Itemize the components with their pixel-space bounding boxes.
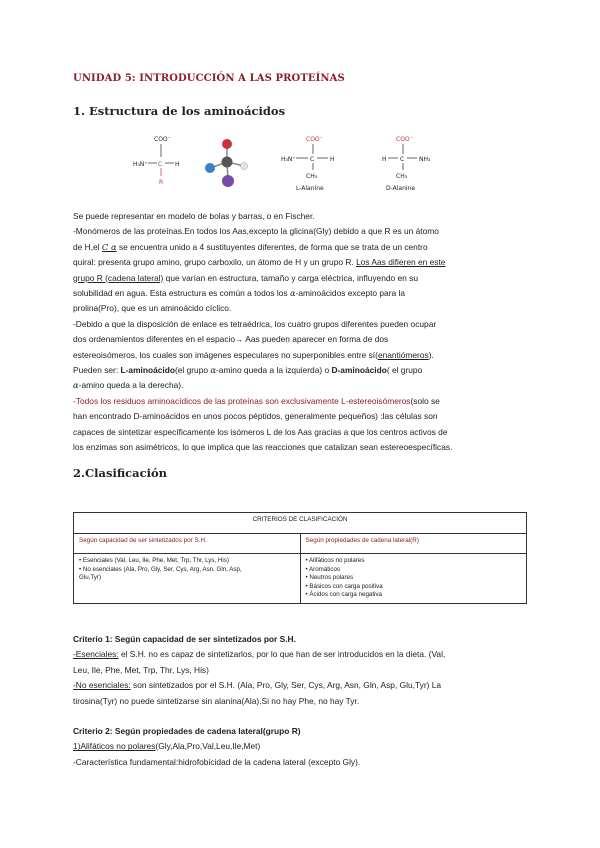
criterio-1-heading: Criterio 1: Según capacidad de ser sintetizados por S.H. bbox=[73, 634, 296, 644]
criterio-2-block bbox=[73, 724, 533, 770]
carboxyl-label: COO⁻ bbox=[154, 136, 171, 143]
paragraph: dos ordenamientos diferentes en el espacio→ Aas pueden aparecer en forma de dos bbox=[73, 334, 389, 345]
d-alanine-structure bbox=[382, 136, 431, 192]
l-alanine-carbon: C bbox=[310, 156, 315, 163]
l-alanine-label: L-Alanine bbox=[296, 185, 324, 192]
alpha-carbon-label: C bbox=[158, 161, 163, 168]
list-item: • Aromáticos bbox=[305, 565, 340, 573]
d-alanine-amino: NH₃ bbox=[419, 156, 431, 163]
list-item: • No esenciales (Ala, Pro, Gly, Ser, Cys, Arg, Asn, Gln, Asp, bbox=[79, 565, 242, 573]
paragraph: tirosina(Tyr) no puede sintetizarse sin alanina(Ala).Si no hay Phe, no hay Tyr. bbox=[73, 695, 360, 706]
table-col2-cell bbox=[300, 554, 527, 604]
paragraph: -Debido a que la disposición de enlace es tetraédrica, los cuatro grupos diferentes pueden ocupar bbox=[73, 318, 437, 329]
section-1-body bbox=[73, 209, 533, 456]
table-col1-header: Según capacidad de ser sintetizados por S.H. bbox=[74, 534, 301, 554]
d-alanine-carbon: C bbox=[400, 156, 405, 163]
l-alanine-carboxyl: COO⁻ bbox=[306, 136, 323, 143]
paragraph: estereoisómeros, los cuales son imágenes especulares no superponibles entre sí(enantiómeros). bbox=[73, 349, 434, 360]
paragraph: -Monómeros de las proteínas.En todos los Aas,excepto la glicina(Gly) debido a que R es un átomo bbox=[73, 226, 439, 237]
l-alanine-structure bbox=[281, 136, 335, 192]
amino-acid-figure bbox=[120, 132, 440, 194]
criterio-1-block bbox=[73, 632, 533, 709]
paragraph: de H,el C α se encuentra unido a 4 sustituyentes diferentes, de forma que se trata de un centro bbox=[73, 241, 428, 252]
paragraph: -No esenciales: son sintetizados por el S.H. (Ala, Pro, Gly, Ser, Cys, Arg, Asn, Gln, Asp, Glu,Tyr) La bbox=[73, 680, 442, 691]
l-alanine-hydrogen: H bbox=[330, 156, 335, 163]
table-col1-cell bbox=[74, 554, 301, 604]
classification-table bbox=[73, 512, 527, 604]
list-item: • Básicos con carga positiva bbox=[305, 582, 383, 590]
d-alanine-carboxyl: COO⁻ bbox=[396, 136, 413, 143]
l-alanine-amino: H₃N⁺ bbox=[281, 156, 296, 163]
list-item: • Esenciales (Val, Leu, Ile, Phe, Met, Trp, Thr, Lys, His) bbox=[79, 557, 229, 564]
d-alanine-methyl: CH₃ bbox=[396, 173, 408, 180]
section-1-heading: 1. Estructura de los aminoácidos bbox=[73, 104, 286, 118]
unit-title: UNIDAD 5: INTRODUCCIÓN A LAS PROTEÍNAS bbox=[73, 73, 345, 84]
paragraph: -Esenciales: el S.H. no es capaz de sintetizarlos, por lo que han de ser introducidos en la dieta. (Val, bbox=[73, 649, 446, 660]
amino-label: H₃N⁺ bbox=[133, 161, 148, 168]
c-alpha: C α bbox=[101, 241, 117, 252]
hydrogen-label: H bbox=[175, 161, 180, 168]
ball-and-stick-model bbox=[205, 139, 248, 187]
paragraph: los enzimas son asimétricos, lo que implica que las reacciones que catalizan sean estereoespecíficas. bbox=[73, 442, 453, 453]
list-item: • Alifáticos no polares bbox=[305, 557, 365, 564]
paragraph: -Característica fundamental:hidrofobicidad de la cadena lateral (excepto Gly). bbox=[73, 756, 361, 767]
l-alanine-methyl: CH₃ bbox=[306, 173, 318, 180]
section-2-heading: 2.Clasificación bbox=[73, 466, 168, 480]
paragraph: 1)Alifáticos no polares(Gly,Ala,Pro,Val,Leu,Ile,Met) bbox=[73, 741, 261, 752]
paragraph: α-amino queda a la derecha). bbox=[73, 380, 184, 391]
r-group-label: R bbox=[159, 179, 164, 186]
paragraph: -Todos los residuos aminoacídicos de las proteínas son exclusivamente L-estereoisómeros(solo se bbox=[73, 395, 440, 406]
list-item: Glu,Tyr) bbox=[79, 574, 101, 582]
table-title: CRITERIOS DE CLASIFICACIÓN bbox=[74, 513, 527, 534]
paragraph: han encontrado D-aminoácidos en unos pocos péptidos, generalmente pequeños) :las células son bbox=[73, 411, 438, 422]
criterio-2-heading: Criterio 2: Según propiedades de cadena lateral(grupo R) bbox=[73, 726, 301, 736]
list-item: • Ácidos con carga negativa bbox=[305, 591, 382, 599]
paragraph: Pueden ser: L-aminoácido(el grupo α-amino queda a la izquierda) o D-aminoácido( el grupo bbox=[73, 365, 423, 376]
paragraph: Leu, Ile, Phe, Met, Trp, Thr, Lys, His) bbox=[73, 664, 209, 675]
d-alanine-hydrogen: H bbox=[382, 156, 387, 163]
paragraph: Se puede representar en modelo de bolas y barras, o en Fischer. bbox=[73, 211, 315, 221]
generic-amino-acid-structure bbox=[133, 136, 180, 186]
paragraph: grupo R (cadena lateral) que varían en estructura, tamaño y carga eléctrica, influyendo en su bbox=[73, 272, 418, 283]
table-col2-header: Según propiedades de cadena lateral(R) bbox=[300, 534, 527, 554]
paragraph: quiral: presenta grupo amino, grupo carboxilo, un átomo de H y un grupo R. Los Aas difieren en este bbox=[73, 257, 446, 268]
list-item: • Neutros polares bbox=[305, 574, 354, 582]
paragraph: solubilidad en agua. Esta estructura es común a todos los α-aminoácidos excepto para la bbox=[73, 288, 406, 299]
d-alanine-label: D-Alanine bbox=[386, 185, 416, 192]
paragraph: capaces de sintetizar específicamente los isómeros L de los Aas gracias a que los centros activos de bbox=[73, 426, 448, 437]
paragraph: prolina(Pro), que es un aminoácido cíclico. bbox=[73, 303, 232, 314]
